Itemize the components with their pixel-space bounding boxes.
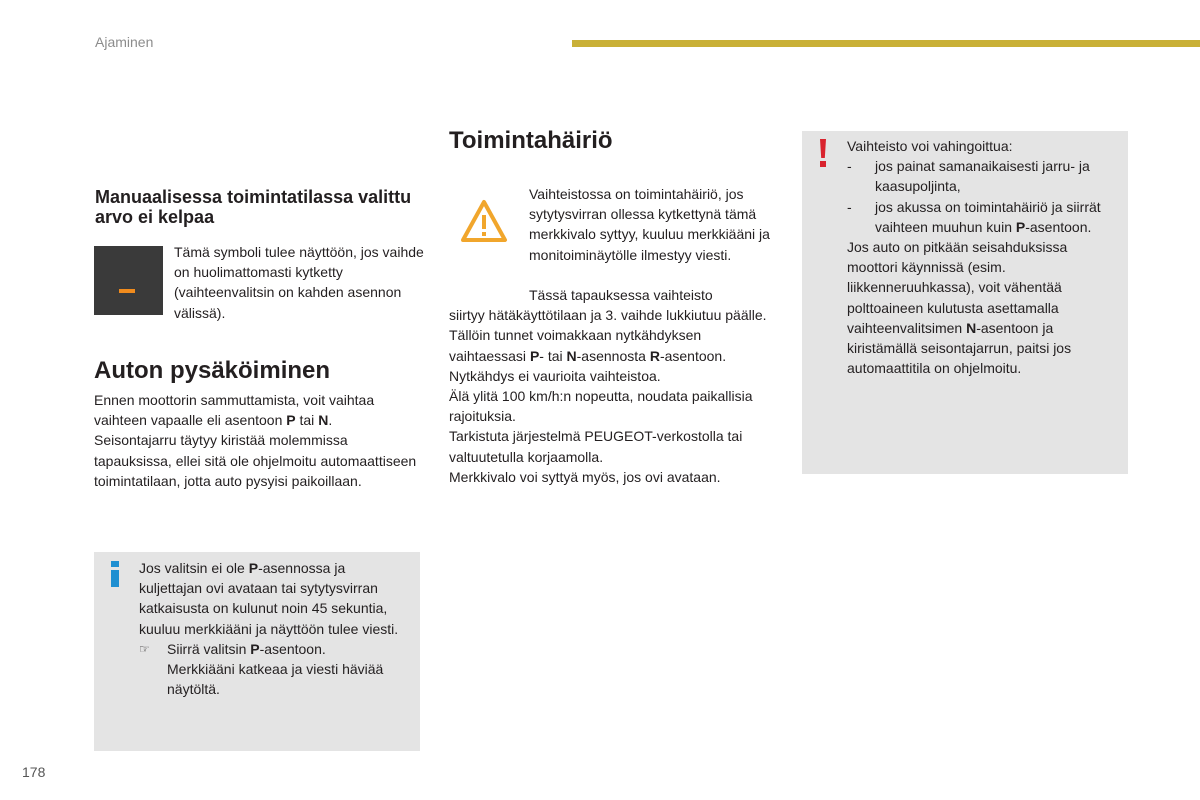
exclamation-icon [818, 139, 828, 167]
parking-paragraph-2: Seisontajarru täytyy kiristää molemmissa tapauksissa, ellei sitä ole ohjelmoitu automaattiseen toimintatilaan, jotta auto pysyisi paikoillaan. [94, 432, 417, 489]
malfunction-p3: Älä ylitä 100 km/h:n nopeutta, noudata paikallisia rajoituksia. [449, 388, 753, 425]
manual-mode-text: Tämä symboli tulee näyttöön, jos vaihde on huolimattomasti kytketty (vaihteenvalitsin on kahden asennon välissä). [174, 244, 424, 321]
malfunction-p2-first: Tässä tapauksessa vaihteisto [529, 287, 713, 303]
parking-paragraph-1: Ennen moottorin sammuttamista, voit vaihtaa vaihteen vapaalle eli asentoon P tai N. [94, 392, 375, 429]
info-box [94, 552, 420, 751]
info-step: ☞ Siirrä valitsin P-asentoon. Merkkiääni katkeaa ja viesti häviää näytöltä. [139, 640, 384, 698]
malfunction-intro: Vaihteistossa on toimintahäiriö, jos sytytysvirran ollessa kytkettynä tämä merkkivalo syttyy, kuuluu merkkiääni ja monitoiminäytölle ilmestyy viesti. [529, 186, 770, 263]
warning-box [802, 131, 1128, 474]
dash-symbol [119, 289, 135, 293]
warning-list [847, 156, 1119, 237]
malfunction-body [449, 285, 779, 487]
warning-triangle-icon [460, 198, 508, 244]
malfunction-heading: Toimintahäiriö [449, 127, 613, 154]
malfunction-p4: Tarkistuta järjestelmä PEUGEOT-verkostolla tai valtuutetulla korjaamolla. [449, 428, 743, 465]
warning-paragraph: Jos auto on pitkään seisahduksissa moottori käynnissä (esim. liikkenneruuhkassa), voit vähentää polttoaineen kulutusta asettamalla vaihteenvalitsimen N-asentoon ja kiristämällä seisontajarrun, paitsi jos automaattitila on ohjelmoitu. [847, 239, 1072, 377]
info-box-text: Jos valitsin ei ole P-asennossa ja kuljettajan ovi avataan tai sytytysvirran katkaisusta on kulunut noin 45 sekuntia, kuuluu merkkiääni ja näyttöön tulee viesti. ☞ Siirrä valitsin P-asentoon. Merkkiääni katkeaa ja viesti häviää näytöltä. [139, 558, 409, 699]
malfunction-p2: siirtyy hätäkäyttötilaan ja 3. vaihde lukkiutuu päälle. Tällöin tunnet voimakkaan nytkähdyksen vaihtaessasi P- tai N-asennosta R-asentoon. Nytkähdys ei vaurioita vaihteistoa. [449, 307, 767, 384]
gear-indicator-dash-icon [94, 246, 163, 315]
malfunction-p5: Merkkivalo voi syttyä myös, jos ovi avataan. [449, 468, 721, 485]
parking-text [94, 390, 426, 491]
warning-box-text [847, 136, 1119, 378]
warning-intro: Vaihteisto voi vahingoittua: [847, 138, 1013, 154]
page-number: 178 [22, 764, 46, 780]
info-icon [110, 560, 120, 588]
pointing-hand-icon: ☞ [139, 641, 150, 656]
header-accent-bar [572, 40, 1200, 47]
list-item: - jos painat samanaikaisesti jarru- ja kaasupoljinta, [847, 156, 1119, 196]
section-label: Ajaminen [95, 34, 154, 50]
parking-heading: Auton pysäköiminen [94, 357, 331, 384]
manual-mode-heading: Manuaalisessa toimintatilassa valittu arvo ei kelpaa [95, 187, 412, 227]
list-item: - jos akussa on toimintahäiriö ja siirrät vaihteen muuhun kuin P-asentoon. [847, 197, 1119, 237]
